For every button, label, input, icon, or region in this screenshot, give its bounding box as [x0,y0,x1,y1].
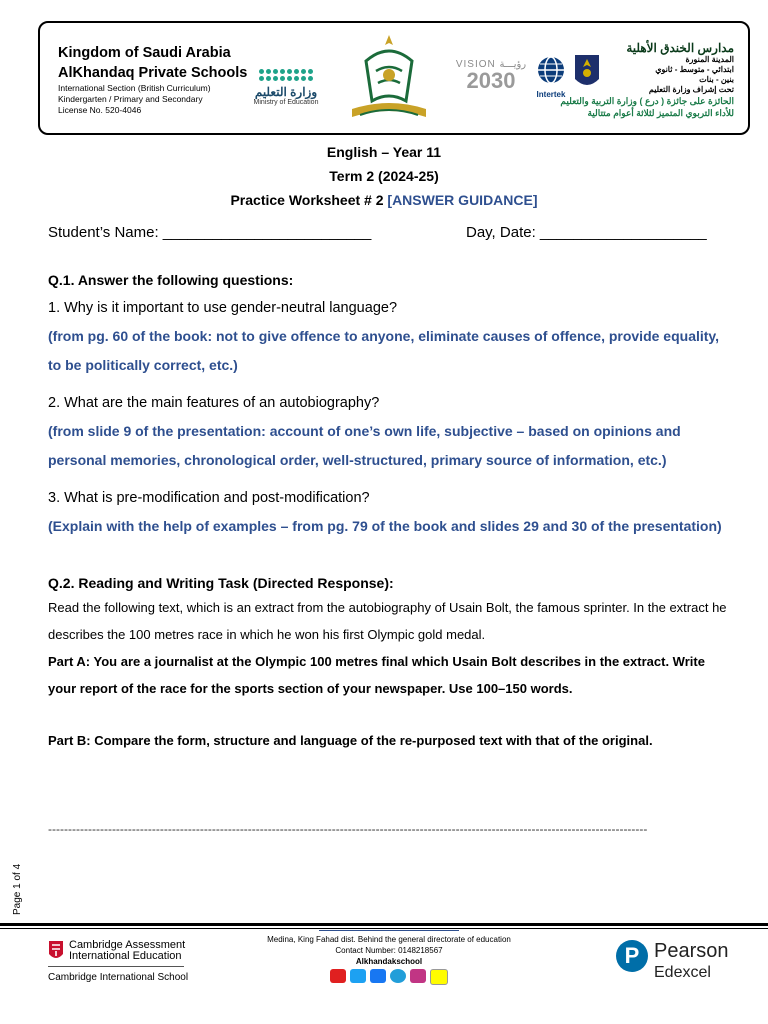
page-number: Page 1 of 4 [12,863,23,915]
gender-ar: بنين - بنات [699,75,734,84]
intertek-label: Intertek [536,90,566,99]
ministry-logo [246,69,326,106]
q1-answer-3: (Explain with the help of examples – from pg. 79 of the book and slides 29 and 30 of the presentation) [48,518,722,534]
contact-info [244,930,534,985]
worksheet-title [0,188,768,212]
q2-part-b: Part B: Compare the form, structure and language of the re-purposed text with that of the original. [48,733,653,748]
ministry-name-en: Ministry of Education [253,99,319,106]
contact-underline [319,930,459,931]
q1-question-2: 2. What are the main features of an autobiography? [48,395,380,411]
contact-number: Contact Number: 0148218567 [335,946,443,955]
q1-answer-2: (from slide 9 of the presentation: account of one’s own life, subjective – based on opinions and personal memories, chronological order, well-structured, primary source of information, etc.) [48,423,681,468]
vision-label: VISION [455,59,496,70]
social-icons [244,969,534,985]
answer-guidance-tag: [ANSWER GUIDANCE] [387,192,538,208]
letterhead [38,21,750,135]
social-handle: Alkhandakschool [355,957,423,966]
q2-heading: Q.2. Reading and Writing Task (Directed Response): [48,575,394,591]
stages-ar: ابتدائي - متوسط - ثانوي [655,65,734,74]
pearson-sub: Edexcel [654,964,711,981]
q1-answer-1: (from pg. 60 of the book: not to give offence to anyone, eliminate causes of offence, provide equality, to be politically correct, etc.) [48,328,720,373]
vision-ar: رؤيـــة [499,59,527,70]
award-ar-1: الحائزة على جائزة ( درع ) وزارة التربية والتعليم [560,96,734,106]
city-ar: المدينة المنورة [685,55,734,64]
q1-heading: Q.1. Answer the following questions: [48,272,294,288]
cambridge-shield-icon [48,940,64,962]
q2-part-a: Part A: You are a journalist at the Olympic 100 metres final which Usain Bolt describes in the extract. Write your report of the race for the sports section of your newspaper. Use 100–150 words. [48,654,705,696]
address-text: Medina, King Fahad dist. Behind the general directorate of education [267,935,511,944]
school-name-ar: مدارس الخندق الأهلية [626,41,734,55]
facebook-icon[interactable] [370,969,386,983]
worksheet-number: Practice Worksheet # 2 [230,192,384,208]
ministry-dots-icon [246,69,326,81]
cambridge-school: Cambridge International School [48,972,189,983]
school-name: AlKhandaq Private Schools [58,65,248,81]
pearson-p-icon: P [616,940,648,972]
cambridge-name [69,940,185,962]
term-title: Term 2 (2024-25) [329,168,439,184]
student-name-field[interactable]: Student’s Name: _________________________ [48,224,372,241]
instagram-icon[interactable] [410,969,426,983]
vision-year: 2030 [466,68,516,93]
answer-divider: ------------------------------------------------------------------------------------------------------------------------------------------------------ [48,822,648,836]
telegram-icon[interactable] [390,969,406,983]
school-info-en [58,43,268,116]
cambridge-divider [48,966,184,967]
award-ar-2: للأداء التربوي المتميز لثلاثة أعوام متتالية [587,108,734,118]
supervision-ar: تحت إشراف وزارة التعليم [648,85,734,94]
vision-2030-logo [452,59,530,92]
worksheet-titles [0,140,768,212]
section-text: International Section (British Curriculum) [58,83,211,93]
ministry-name-ar: وزارة التعليم [254,85,318,99]
school-crest-icon [346,31,432,125]
youtube-icon[interactable] [330,969,346,983]
school-info-ar [534,41,734,119]
pearson-name: Pearson [654,940,729,962]
license-text: License No. 520-4046 [58,105,142,115]
q1-question-1: 1. Why is it important to use gender-neutral language? [48,300,398,316]
levels-text: Kindergarten / Primary and Secondary [58,94,203,104]
kingdom-name: Kingdom of Saudi Arabia [58,45,231,61]
q2-intro: Read the following text, which is an extract from the autobiography of Usain Bolt, the famous sprinter. In the extract he describes the 100 metres race in which he won his first Olympic gold medal. [48,600,727,642]
day-date-field[interactable]: Day, Date: ____________________ [466,224,707,241]
snapchat-icon[interactable] [430,969,448,985]
q1-question-3: 3. What is pre-modification and post-modification? [48,490,370,506]
cambridge-line1: Cambridge Assessment [69,939,186,951]
footer-rule [0,923,768,926]
footer-rule-thin [0,928,768,929]
twitter-icon[interactable] [350,969,366,983]
worksheet-body [48,270,728,754]
cambridge-line2: International Education [69,950,182,962]
subject-title: English – Year 11 [326,144,442,160]
